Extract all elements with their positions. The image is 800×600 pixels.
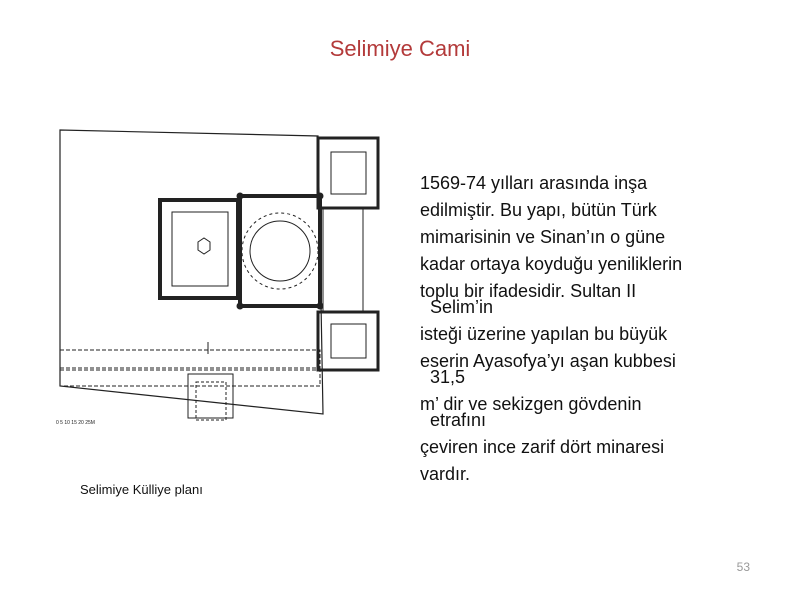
text-line: vardır. bbox=[420, 464, 471, 484]
text-line: Selim’in bbox=[430, 297, 494, 317]
page-number: 53 bbox=[736, 560, 750, 574]
text-line: edilmiştir. Bu yapı, bütün Türk bbox=[420, 200, 657, 220]
text-line: m’ dir ve sekizgen gövdenin bbox=[420, 394, 642, 414]
kulliye-floor-plan bbox=[48, 124, 388, 434]
text-line: 31,5 bbox=[430, 367, 466, 387]
description-text bbox=[420, 170, 765, 488]
text-line: toplu bir ifadesidir. Sultan II bbox=[420, 281, 637, 301]
text-line: çeviren ince zarif dört minaresi bbox=[420, 437, 665, 457]
text-line: eserin Ayasofya’yı aşan kubbesi bbox=[420, 351, 676, 371]
scale-bar-label: 0 5 10 15 20 25M bbox=[56, 420, 95, 426]
text-line: mimarisinin ve Sinan’ın o güne bbox=[420, 227, 666, 247]
text-line: 1569-74 yılları arasında inşa bbox=[420, 173, 648, 193]
plan-caption: Selimiye Külliye planı bbox=[80, 482, 203, 497]
text-line: etrafını bbox=[430, 410, 487, 430]
text-line: isteği üzerine yapılan bu büyük bbox=[420, 324, 668, 344]
text-line: kadar ortaya koyduğu yeniliklerin bbox=[420, 254, 683, 274]
slide-title: Selimiye Cami bbox=[329, 36, 471, 61]
